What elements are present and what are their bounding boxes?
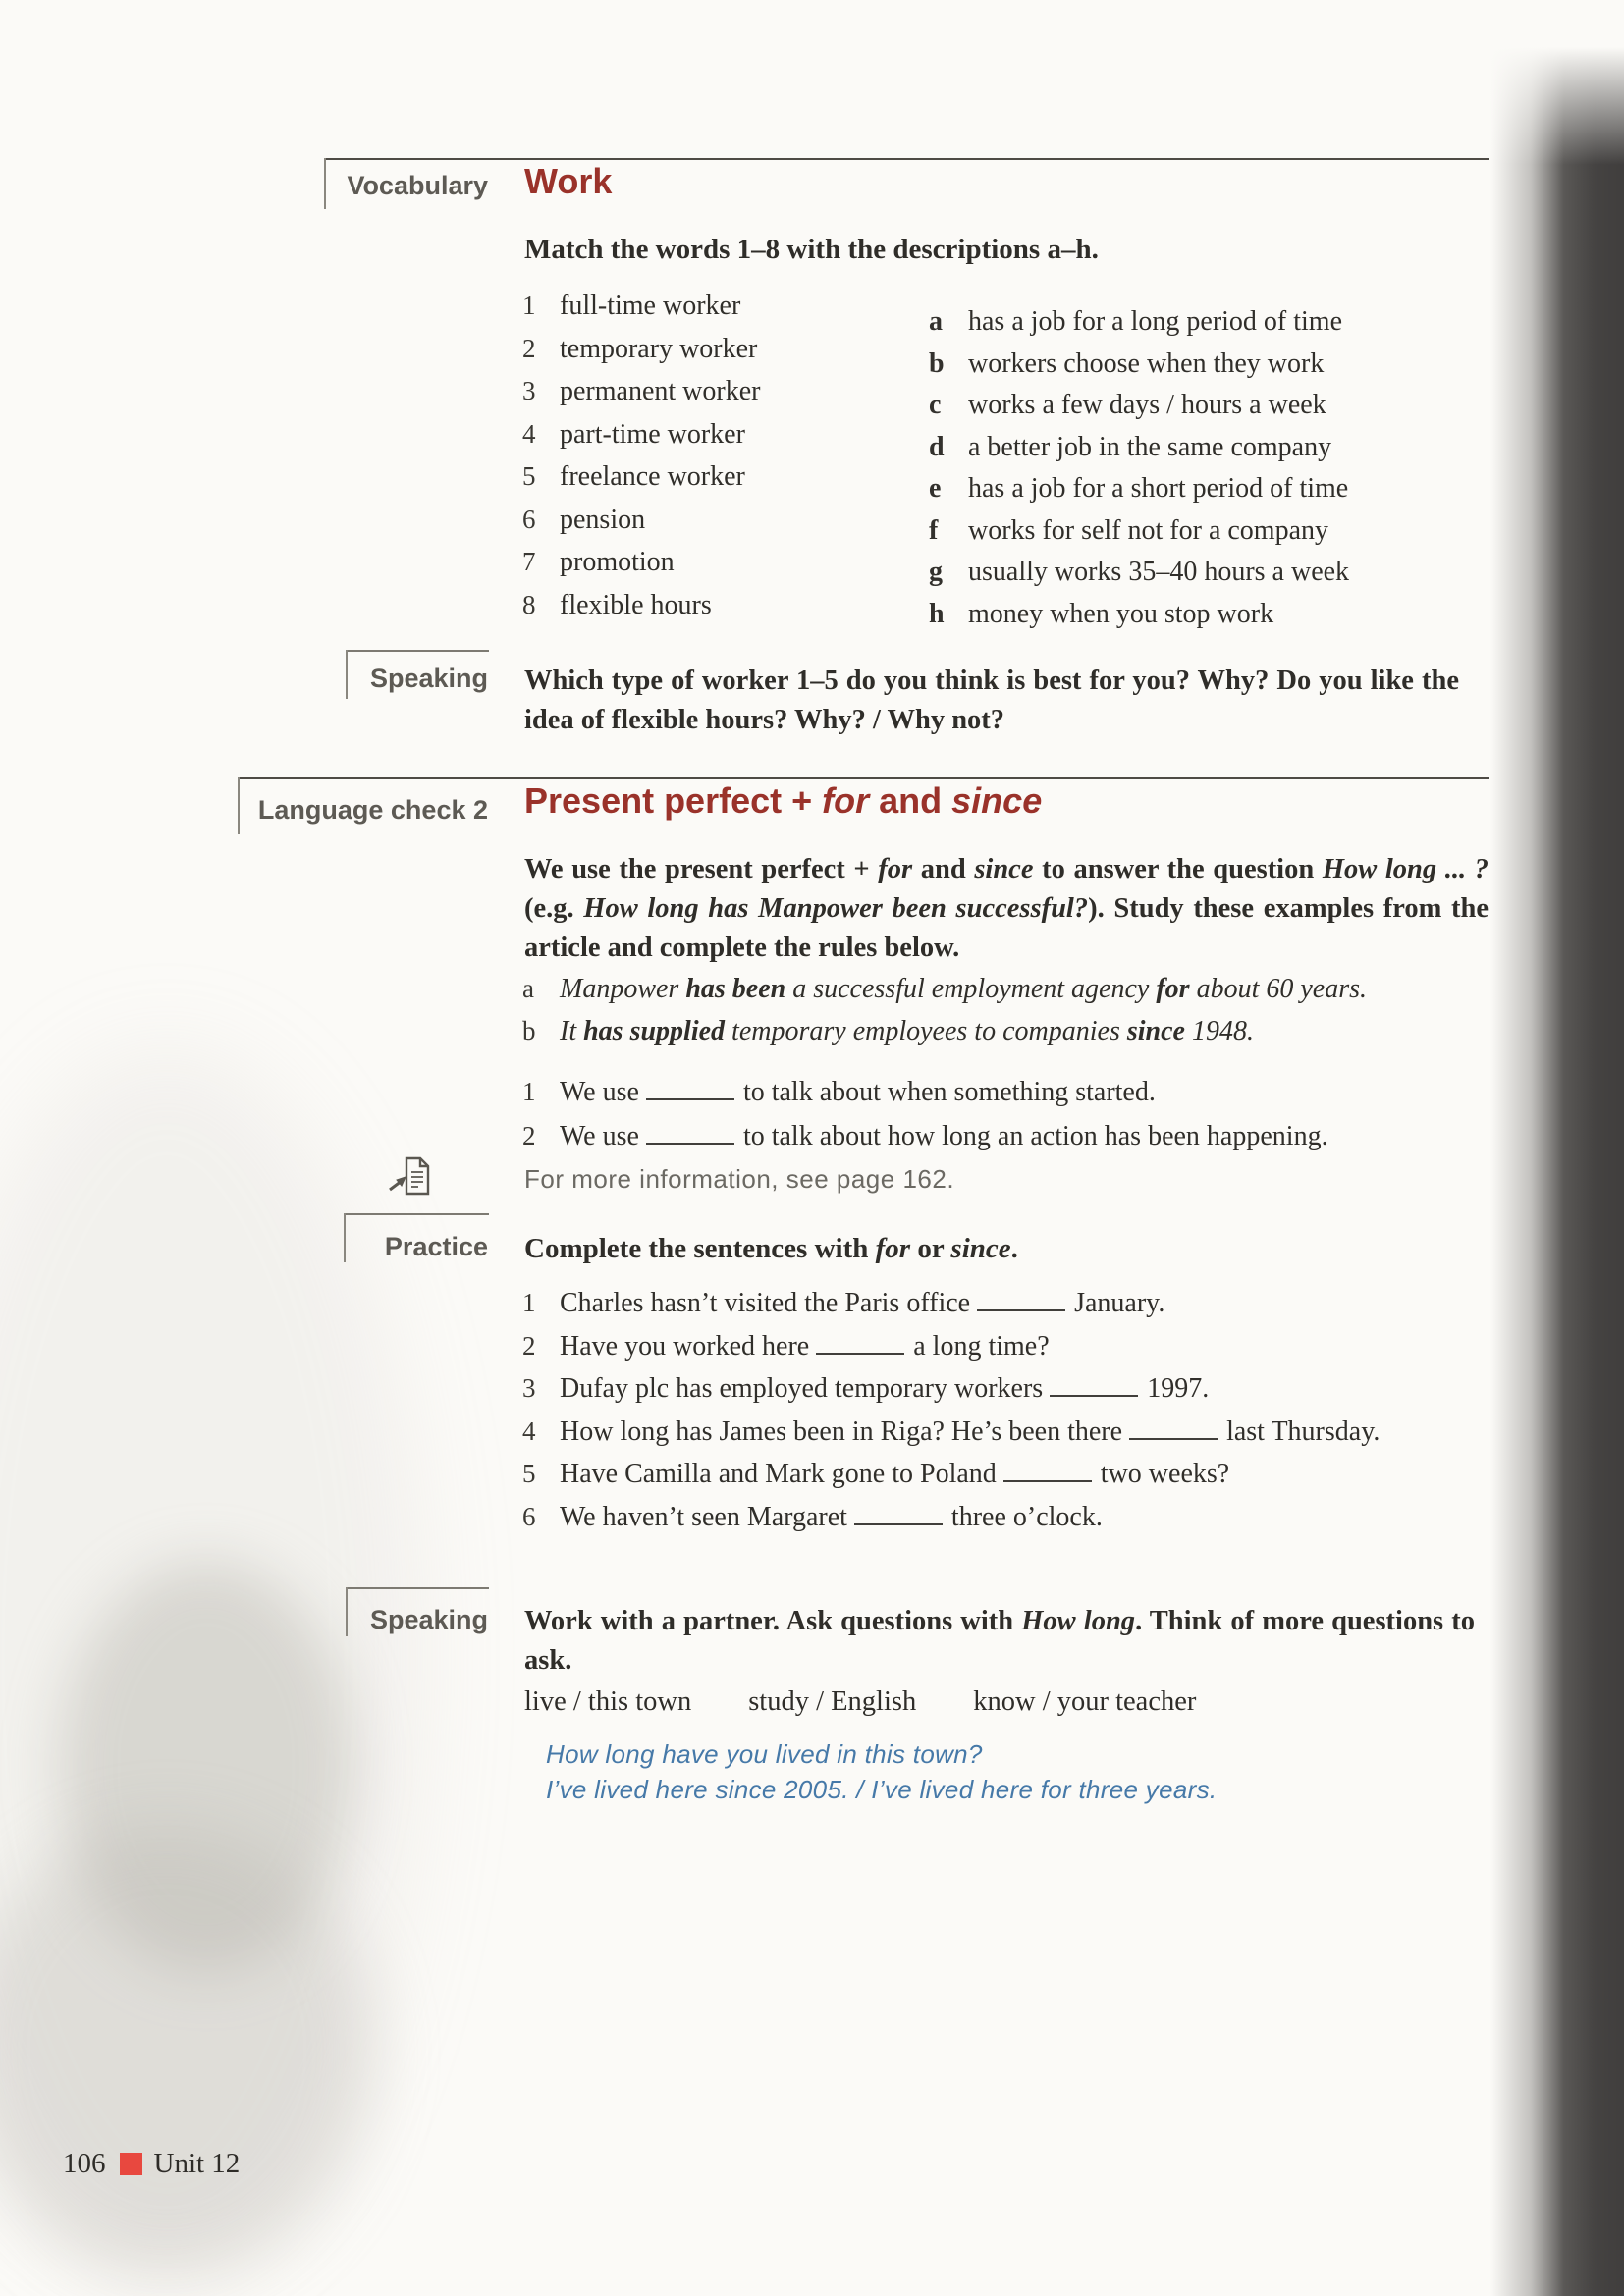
rule-item: 2 We use to talk about how long an action has been happening.: [522, 1114, 1328, 1158]
practice-item: 4 How long has James been in Riga? He’s been there last Thursday.: [522, 1411, 1380, 1454]
fill-blank: [854, 1506, 943, 1525]
word-text: flexible hours: [560, 589, 712, 620]
practice-item: 6 We haven’t seen Margaret three o’clock.: [522, 1496, 1380, 1539]
language-check-title: Present perfect + for and since: [524, 780, 1043, 821]
description-letter: e: [929, 473, 942, 504]
vocabulary-instruction: Match the words 1–8 with the descriptions a–h.: [524, 234, 1099, 265]
fill-blank: [977, 1292, 1065, 1311]
unit-label: Unit 12: [153, 2148, 241, 2179]
section-label-vocabulary: Vocabulary: [347, 171, 488, 200]
example-item: a Manpower has been a successful employment agency for about 60 years.: [522, 968, 1367, 1010]
practice-number: 1: [522, 1288, 536, 1317]
section-label-language-check: Language check 2: [257, 795, 488, 825]
section-rule-language-check: [238, 777, 1489, 779]
example-question: How long have you lived in this town?: [546, 1739, 983, 1769]
word-list: [522, 285, 760, 626]
fill-blank: [1129, 1420, 1218, 1440]
section-tick-speaking-1: [346, 650, 348, 699]
section-tick-speaking-2: [346, 1587, 348, 1636]
word-number: 5: [522, 461, 536, 491]
section-rule-practice: [344, 1213, 489, 1215]
description-item: [929, 385, 1349, 427]
word-item: [522, 285, 760, 328]
word-number: 2: [522, 333, 536, 363]
practice-number: 5: [522, 1459, 536, 1488]
description-text: workers choose when they work: [968, 347, 1325, 379]
description-letter: c: [929, 390, 942, 420]
word-text: full-time worker: [560, 291, 741, 321]
rule-number: 1: [522, 1077, 536, 1106]
fill-blank: [646, 1081, 734, 1100]
practice-item: 2 Have you worked here a long time?: [522, 1325, 1380, 1368]
description-item: [929, 510, 1349, 553]
more-info-text: For more information, see page 162.: [524, 1164, 955, 1194]
description-item: [929, 344, 1349, 386]
language-check-intro: We use the present perfect + for and since to answer the question How long ... ? (e.g. How long has Manpower been successful?). Study these examples from the article and complete the rules below.: [524, 854, 1489, 963]
word-item: [522, 541, 760, 584]
practice-number: 6: [522, 1501, 536, 1531]
description-text: a better job in the same company: [968, 431, 1332, 462]
description-item: [929, 301, 1349, 344]
description-text: money when you stop work: [968, 598, 1274, 629]
example-marker: a: [522, 974, 534, 1003]
fill-blank: [1050, 1377, 1138, 1397]
fill-blank: [1003, 1463, 1092, 1482]
book-spine-fade: [1490, 47, 1624, 165]
word-number: 4: [522, 418, 536, 449]
word-text: pension: [560, 504, 646, 535]
word-item: [522, 413, 760, 456]
word-item: [522, 499, 760, 542]
description-text: usually works 35–40 hours a week: [968, 557, 1350, 587]
word-number: 3: [522, 376, 536, 405]
word-text: freelance worker: [560, 461, 745, 492]
page-reference-icon: [387, 1154, 436, 1204]
description-text: has a job for a long period of time: [968, 306, 1343, 337]
vocabulary-title: Work: [524, 161, 613, 201]
section-tick-vocabulary: [324, 158, 326, 209]
word-number: 1: [522, 291, 536, 320]
rule-item: 1 We use to talk about when something started.: [522, 1070, 1328, 1114]
section-tick-language-check: [238, 777, 240, 834]
description-list: [929, 301, 1349, 635]
word-item: [522, 584, 760, 627]
description-letter: f: [929, 514, 939, 546]
description-text: works for self not for a company: [968, 514, 1329, 546]
description-item: [929, 552, 1349, 594]
prompt-list: [524, 1686, 1253, 1718]
fill-blank: [816, 1335, 904, 1355]
practice-number: 3: [522, 1373, 536, 1403]
prompt-item: know / your teacher: [973, 1686, 1197, 1717]
section-label-speaking-1: Speaking: [369, 664, 488, 693]
description-letter: d: [929, 431, 945, 462]
page-number: 106: [63, 2148, 106, 2179]
description-letter: h: [929, 598, 945, 629]
description-item: [929, 427, 1349, 469]
example-item: b It has supplied temporary employees to companies since 1948.: [522, 1010, 1367, 1052]
example-list: [522, 968, 1367, 1052]
section-rule-speaking-2: [346, 1587, 489, 1589]
section-label-speaking-2: Speaking: [369, 1605, 488, 1634]
practice-number: 2: [522, 1330, 536, 1361]
word-text: promotion: [560, 547, 675, 577]
rule-number: 2: [522, 1121, 536, 1150]
example-answer: I’ve lived here since 2005. / I’ve lived here for three years.: [546, 1775, 1218, 1804]
example-marker: b: [522, 1016, 536, 1045]
prompt-item: study / English: [748, 1686, 917, 1717]
word-item: [522, 370, 760, 413]
description-text: works a few days / hours a week: [968, 390, 1326, 420]
book-spine-shadow: [1490, 47, 1624, 2296]
description-item: [929, 468, 1349, 510]
word-text: temporary worker: [560, 333, 758, 364]
practice-item: 3 Dufay plc has employed temporary workers 1997.: [522, 1367, 1380, 1411]
practice-item: 1 Charles hasn’t visited the Paris office January.: [522, 1282, 1380, 1325]
unit-square-icon: [120, 2153, 142, 2175]
word-number: 8: [522, 589, 536, 619]
page-footer: [63, 2148, 240, 2180]
word-item: [522, 328, 760, 371]
description-item: [929, 594, 1349, 636]
prompt-item: live / this town: [524, 1686, 692, 1717]
practice-instruction: Complete the sentences with for or since.: [524, 1233, 1018, 1264]
speaking-task-text: Work with a partner. Ask questions with How long. Think of more questions to ask.: [524, 1606, 1475, 1676]
section-tick-practice: [344, 1213, 346, 1262]
description-letter: a: [929, 306, 943, 337]
word-text: part-time worker: [560, 418, 745, 450]
section-rule-vocabulary: [324, 158, 1489, 160]
rule-list: [522, 1070, 1328, 1158]
section-label-practice: Practice: [384, 1232, 488, 1261]
word-number: 7: [522, 547, 536, 576]
description-letter: b: [929, 347, 945, 379]
practice-number: 4: [522, 1415, 536, 1446]
description-text: has a job for a short period of time: [968, 473, 1349, 504]
practice-list: [522, 1282, 1380, 1538]
word-item: [522, 455, 760, 499]
speaking-question-text: Which type of worker 1–5 do you think is best for you? Why? Do you like the idea of flexible hours? Why? / Why not?: [524, 666, 1459, 735]
word-text: permanent worker: [560, 376, 761, 406]
word-number: 6: [522, 504, 536, 534]
description-letter: g: [929, 557, 943, 587]
practice-item: 5 Have Camilla and Mark gone to Poland two weeks?: [522, 1453, 1380, 1496]
fill-blank: [646, 1125, 734, 1145]
section-rule-speaking-1: [346, 650, 489, 652]
